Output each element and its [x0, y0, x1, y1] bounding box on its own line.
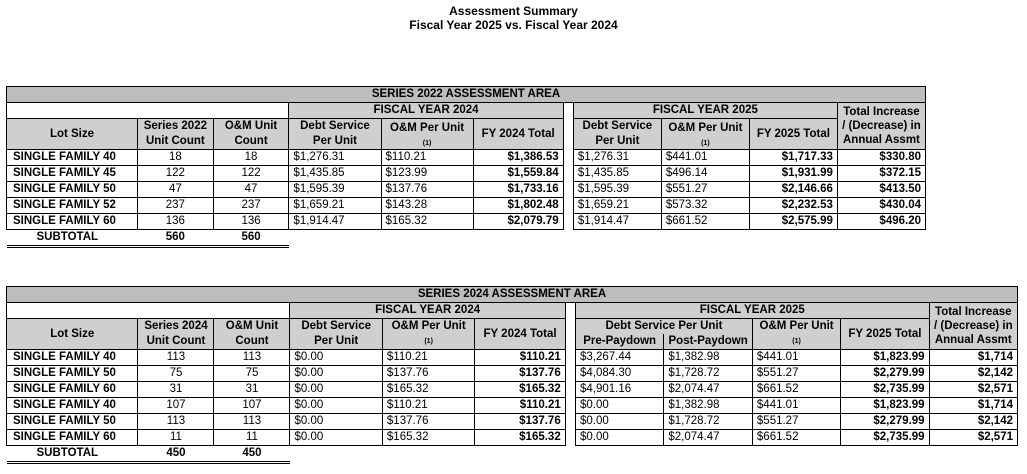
cell-om_units: 11: [214, 430, 290, 446]
cell-om_units: 31: [214, 382, 290, 398]
gap-cell: [565, 430, 575, 446]
cell-inc: $2,571: [929, 382, 1017, 398]
cell-total25: $2,232.53: [749, 198, 837, 214]
total-2024-header: FY 2024 Total: [475, 319, 565, 350]
cell-om_units: 113: [214, 350, 290, 366]
cell-total24: $137.76: [475, 414, 565, 430]
cell-units: 113: [138, 414, 214, 430]
table-row: [7, 430, 1018, 446]
debt-2024-header: Debt Service Per Unit: [289, 119, 381, 150]
cell-om_units: 47: [213, 182, 289, 198]
cell-debt24: $0.00: [290, 366, 382, 382]
cell-lot: SINGLE FAMILY 45: [7, 166, 138, 182]
cell-units: 11: [138, 430, 214, 446]
subtotal-om-units: 450: [214, 446, 290, 463]
unit-count-header: Series 2022 Unit Count: [137, 119, 213, 150]
cell-om_units: 107: [214, 398, 290, 414]
cell-om25: $496.14: [661, 166, 749, 182]
cell-units: 237: [137, 198, 213, 214]
cell-total24: $1,559.84: [473, 166, 563, 182]
total-2025-header: FY 2025 Total: [749, 119, 837, 150]
cell-inc: $413.50: [837, 182, 925, 198]
cell-om24: $137.76: [382, 414, 474, 430]
om-2024-note: (1): [381, 139, 473, 150]
cell-pre: $3,267.44: [576, 350, 664, 366]
cell-total24: $1,386.53: [473, 150, 563, 166]
om-2025-note: (1): [752, 334, 840, 350]
cell-lot: SINGLE FAMILY 60: [7, 430, 138, 446]
cell-om25: $551.27: [752, 366, 840, 382]
cell-inc: $330.80: [837, 150, 925, 166]
debt-2024-header: Debt Service Per Unit: [290, 319, 382, 350]
om-2025-header: O&M Per Unit: [661, 119, 749, 139]
cell-inc: $496.20: [837, 214, 925, 230]
cell-inc: $1,714: [929, 350, 1017, 366]
cell-units: 18: [137, 150, 213, 166]
debt-2025-header: Debt Service Per Unit: [576, 319, 753, 335]
cell-om24: $165.32: [382, 382, 474, 398]
cell-om25: $441.01: [752, 350, 840, 366]
fy2025-header: FISCAL YEAR 2025: [576, 303, 930, 319]
cell-units: 75: [138, 366, 214, 382]
cell-total25: $2,735.99: [841, 430, 929, 446]
cell-total25: $2,279.99: [841, 414, 929, 430]
cell-pre: $0.00: [576, 398, 664, 414]
cell-total25: $1,823.99: [841, 350, 929, 366]
om-2024-header: O&M Per Unit: [381, 119, 473, 139]
total-2025-header: FY 2025 Total: [841, 319, 929, 350]
cell-total25: $2,146.66: [749, 182, 837, 198]
total-2024-header: FY 2024 Total: [473, 119, 563, 150]
gap-cell: [565, 414, 575, 430]
om-2024-note: (1): [382, 334, 474, 350]
cell-debt24: $0.00: [290, 430, 382, 446]
om-2025-header: O&M Per Unit: [752, 319, 840, 335]
cell-post: $2,074.47: [664, 430, 753, 446]
cell-units: 136: [137, 214, 213, 230]
cell-debt24: $1,595.39: [289, 182, 381, 198]
post-paydown-header: Post-Paydown: [664, 334, 753, 350]
gap-cell: [563, 150, 573, 166]
page-title: Assessment Summary: [449, 4, 578, 18]
cell-lot: SINGLE FAMILY 52: [7, 198, 138, 214]
page-subtitle: Fiscal Year 2025 vs. Fiscal Year 2024: [409, 18, 618, 32]
subtotal-label: SUBTOTAL: [7, 230, 138, 247]
cell-pre: $4,084.30: [576, 366, 664, 382]
cell-om25: $661.52: [661, 214, 749, 230]
cell-lot: SINGLE FAMILY 60: [7, 382, 138, 398]
table-row: [7, 382, 1018, 398]
cell-debt24: $1,435.85: [289, 166, 381, 182]
cell-om24: $110.21: [381, 150, 473, 166]
cell-total25: $2,575.99: [749, 214, 837, 230]
area-title: SERIES 2022 ASSESSMENT AREA: [7, 87, 926, 103]
cell-lot: SINGLE FAMILY 40: [7, 398, 138, 414]
cell-total24: $137.76: [475, 366, 565, 382]
gap-cell: [565, 382, 575, 398]
cell-pre: $0.00: [576, 430, 664, 446]
cell-debt24: $0.00: [290, 350, 382, 366]
cell-debt24: $0.00: [290, 382, 382, 398]
table-row: [7, 398, 1018, 414]
cell-inc: $430.04: [837, 198, 925, 214]
om-unit-count-header: O&M Unit Count: [213, 119, 289, 150]
cell-om25: $661.52: [752, 430, 840, 446]
cell-total25: $1,931.99: [749, 166, 837, 182]
pre-paydown-header: Pre-Paydown: [576, 334, 664, 350]
cell-om25: $551.27: [661, 182, 749, 198]
fy2024-header: FISCAL YEAR 2024: [290, 303, 565, 319]
cell-om24: $110.21: [382, 350, 474, 366]
lot-size-header: Lot Size: [7, 319, 138, 350]
cell-lot: SINGLE FAMILY 40: [7, 150, 138, 166]
cell-om24: $123.99: [381, 166, 473, 182]
cell-total24: $110.21: [475, 350, 565, 366]
cell-total25: $1,717.33: [749, 150, 837, 166]
cell-om25: $661.52: [752, 382, 840, 398]
subtotal-label: SUBTOTAL: [7, 446, 138, 463]
cell-lot: SINGLE FAMILY 40: [7, 350, 138, 366]
gap-cell: [563, 182, 573, 198]
cell-om_units: 75: [214, 366, 290, 382]
table-row: [7, 350, 1018, 366]
cell-debt25: $1,659.21: [573, 198, 661, 214]
cell-om25: $441.01: [661, 150, 749, 166]
table-row: [7, 198, 926, 214]
cell-lot: SINGLE FAMILY 60: [7, 214, 138, 230]
cell-lot: SINGLE FAMILY 50: [7, 414, 138, 430]
cell-post: $1,728.72: [664, 414, 753, 430]
cell-pre: $4,901.16: [576, 382, 664, 398]
gap-cell: [563, 214, 573, 230]
cell-inc: $2,142: [929, 414, 1017, 430]
fy2024-header: FISCAL YEAR 2024: [289, 103, 563, 119]
cell-om24: $137.76: [381, 182, 473, 198]
cell-debt25: $1,276.31: [573, 150, 661, 166]
cell-post: $1,382.98: [664, 350, 753, 366]
cell-om_units: 122: [213, 166, 289, 182]
cell-units: 113: [138, 350, 214, 366]
cell-om25: $573.32: [661, 198, 749, 214]
cell-total24: $165.32: [475, 382, 565, 398]
increase-header: Total Increase / (Decrease) in Annual Assmt: [837, 103, 925, 150]
cell-om24: $110.21: [382, 398, 474, 414]
cell-inc: $1,714: [929, 398, 1017, 414]
cell-total24: $110.21: [475, 398, 565, 414]
cell-total24: $1,733.16: [473, 182, 563, 198]
cell-om24: $165.32: [382, 430, 474, 446]
fy2025-header: FISCAL YEAR 2025: [573, 103, 837, 119]
unit-count-header: Series 2024 Unit Count: [138, 319, 214, 350]
cell-total25: $2,735.99: [841, 382, 929, 398]
cell-units: 31: [138, 382, 214, 398]
cell-post: $1,728.72: [664, 366, 753, 382]
cell-debt24: $0.00: [290, 414, 382, 430]
debt-2025-header: Debt Service Per Unit: [573, 119, 661, 150]
gap-cell: [563, 198, 573, 214]
table-row: [7, 214, 926, 230]
cell-debt25: $1,435.85: [573, 166, 661, 182]
cell-om24: $165.32: [381, 214, 473, 230]
cell-units: 122: [137, 166, 213, 182]
area-title: SERIES 2024 ASSESSMENT AREA: [7, 287, 1018, 303]
cell-units: 47: [137, 182, 213, 198]
cell-inc: $2,571: [929, 430, 1017, 446]
increase-header: Total Increase / (Decrease) in Annual Assmt: [929, 303, 1017, 350]
cell-total25: $1,823.99: [841, 398, 929, 414]
om-2024-header: O&M Per Unit: [382, 319, 474, 335]
cell-om24: $137.76: [382, 366, 474, 382]
cell-debt25: $1,595.39: [573, 182, 661, 198]
gap-cell: [563, 166, 573, 182]
cell-om25: $441.01: [752, 398, 840, 414]
table-row: [7, 414, 1018, 430]
cell-om_units: 136: [213, 214, 289, 230]
table-row: [7, 366, 1018, 382]
om-2025-note: (1): [661, 139, 749, 150]
cell-debt25: $1,914.47: [573, 214, 661, 230]
cell-post: $2,074.47: [664, 382, 753, 398]
om-unit-count-header: O&M Unit Count: [214, 319, 290, 350]
cell-pre: $0.00: [576, 414, 664, 430]
gap-cell: [565, 398, 575, 414]
table-row: [7, 150, 926, 166]
cell-lot: SINGLE FAMILY 50: [7, 366, 138, 382]
cell-total24: $1,802.48: [473, 198, 563, 214]
cell-om25: $551.27: [752, 414, 840, 430]
cell-total25: $2,279.99: [841, 366, 929, 382]
cell-units: 107: [138, 398, 214, 414]
table-row: [7, 166, 926, 182]
cell-debt24: $1,914.47: [289, 214, 381, 230]
cell-total24: $165.32: [475, 430, 565, 446]
lot-size-header: Lot Size: [7, 119, 138, 150]
cell-om_units: 237: [213, 198, 289, 214]
cell-total24: $2,079.79: [473, 214, 563, 230]
cell-inc: $372.15: [837, 166, 925, 182]
cell-om24: $143.28: [381, 198, 473, 214]
table-row: [7, 182, 926, 198]
cell-lot: SINGLE FAMILY 50: [7, 182, 138, 198]
cell-debt24: $1,276.31: [289, 150, 381, 166]
subtotal-units: 450: [138, 446, 214, 463]
series-2022-table: [6, 86, 926, 248]
gap-cell: [565, 366, 575, 382]
subtotal-om-units: 560: [213, 230, 289, 247]
gap-cell: [565, 350, 575, 366]
subtotal-units: 560: [137, 230, 213, 247]
cell-om_units: 113: [214, 414, 290, 430]
cell-debt24: $1,659.21: [289, 198, 381, 214]
cell-post: $1,382.98: [664, 398, 753, 414]
cell-debt24: $0.00: [290, 398, 382, 414]
series-2024-table: [6, 286, 1018, 464]
cell-inc: $2,142: [929, 366, 1017, 382]
cell-om_units: 18: [213, 150, 289, 166]
